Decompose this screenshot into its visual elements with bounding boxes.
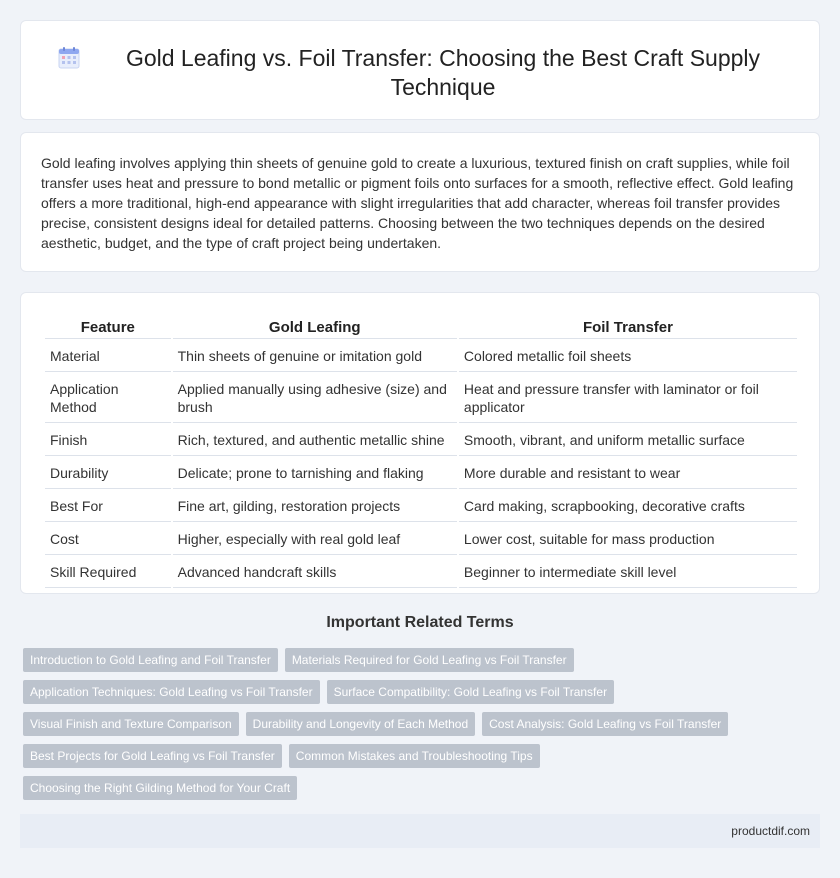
related-terms-title: Important Related Terms — [326, 614, 514, 631]
foil-transfer-cell: Lower cost, suitable for mass production — [459, 524, 797, 555]
gold-leafing-cell: Fine art, gilding, restoration projects — [173, 491, 457, 522]
gold-leafing-cell: Thin sheets of genuine or imitation gold — [173, 341, 457, 372]
foil-transfer-cell: Heat and pressure transfer with laminator or foil applicator — [459, 374, 797, 423]
related-term-tag[interactable]: Durability and Longevity of Each Method — [246, 712, 475, 736]
comparison-table — [43, 315, 799, 590]
gold-leafing-cell: Advanced handcraft skills — [173, 557, 457, 588]
related-term-tag[interactable]: Visual Finish and Texture Comparison — [23, 712, 239, 736]
feature-cell: Material — [45, 341, 171, 372]
related-terms-list — [23, 648, 823, 808]
footer — [20, 814, 820, 848]
foil-transfer-cell: Beginner to intermediate skill level — [459, 557, 797, 588]
related-term-tag[interactable]: Introduction to Gold Leafing and Foil Transfer — [23, 648, 278, 672]
calendar-icon — [57, 46, 81, 70]
feature-cell: Durability — [45, 458, 171, 489]
gold-leafing-cell: Applied manually using adhesive (size) and brush — [173, 374, 457, 423]
gold-leafing-cell: Rich, textured, and authentic metallic shine — [173, 425, 457, 456]
table-row — [45, 341, 797, 372]
table-row — [45, 557, 797, 588]
comparison-table-card — [20, 292, 820, 594]
related-term-tag[interactable]: Cost Analysis: Gold Leafing vs Foil Transfer — [482, 712, 728, 736]
table-row — [45, 491, 797, 522]
feature-cell: Best For — [45, 491, 171, 522]
header-gold-leafing: Gold Leafing — [173, 317, 457, 339]
gold-leafing-cell: Delicate; prone to tarnishing and flaking — [173, 458, 457, 489]
related-term-tag[interactable]: Surface Compatibility: Gold Leafing vs Foil Transfer — [327, 680, 614, 704]
table-header-row — [45, 317, 797, 339]
intro-paragraph: Gold leafing involves applying thin sheets of genuine gold to create a luxurious, textured finish on craft supplies, while foil transfer uses heat and pressure to bond metallic or pigment foils onto surfaces for a smooth, reflective effect. Gold leafing offers a more traditional, high-end appearance with slight irregularities that add character, whereas foil transfer provides precise, consistent designs ideal for detailed patterns. Choosing between the two techniques depends on the desired aesthetic, budget, and the type of craft project being undertaken. — [41, 155, 794, 251]
foil-transfer-cell: Card making, scrapbooking, decorative crafts — [459, 491, 797, 522]
related-term-tag[interactable]: Application Techniques: Gold Leafing vs Foil Transfer — [23, 680, 320, 704]
foil-transfer-cell: Colored metallic foil sheets — [459, 341, 797, 372]
related-term-tag[interactable]: Materials Required for Gold Leafing vs Foil Transfer — [285, 648, 574, 672]
page-title: Gold Leafing vs. Foil Transfer: Choosing the Best Craft Supply Technique — [125, 45, 761, 100]
table-row — [45, 374, 797, 423]
header-card — [20, 20, 820, 120]
feature-cell: Cost — [45, 524, 171, 555]
header-feature: Feature — [45, 317, 171, 339]
table-row — [45, 524, 797, 555]
footer-site-name[interactable]: productdif.com — [731, 824, 810, 838]
related-term-tag[interactable]: Choosing the Right Gilding Method for Your Craft — [23, 776, 297, 800]
header-foil-transfer: Foil Transfer — [459, 317, 797, 339]
feature-cell: Application Method — [45, 374, 171, 423]
related-term-tag[interactable]: Common Mistakes and Troubleshooting Tips — [289, 744, 540, 768]
gold-leafing-cell: Higher, especially with real gold leaf — [173, 524, 457, 555]
feature-cell: Finish — [45, 425, 171, 456]
intro-card — [20, 132, 820, 272]
foil-transfer-cell: Smooth, vibrant, and uniform metallic surface — [459, 425, 797, 456]
foil-transfer-cell: More durable and resistant to wear — [459, 458, 797, 489]
feature-cell: Skill Required — [45, 557, 171, 588]
table-row — [45, 425, 797, 456]
related-term-tag[interactable]: Best Projects for Gold Leafing vs Foil Transfer — [23, 744, 282, 768]
table-row — [45, 458, 797, 489]
